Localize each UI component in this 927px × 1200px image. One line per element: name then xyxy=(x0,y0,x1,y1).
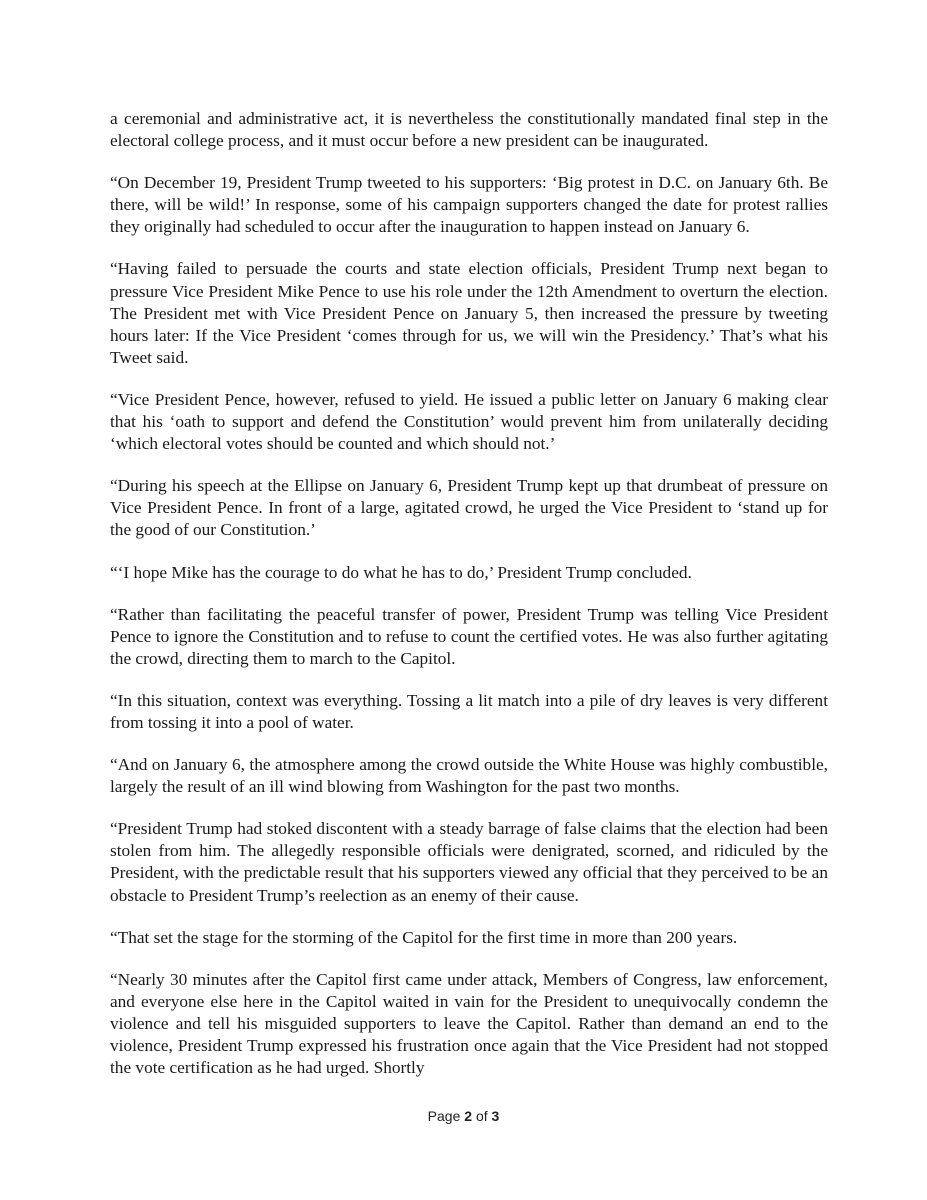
paragraph-1: a ceremonial and administrative act, it is nevertheless the constitutionally mandated final step in the electoral college process, and it must occur before a new president can be inaugurated. xyxy=(110,109,828,151)
paragraph-3: “Having failed to persuade the courts and state election officials, President Trump next began to pressure Vice President Mike Pence to use his role under the 12th Amendment to overturn the election. The President met with Vice President Pence on January 5, then increased the pressure by tweeting hours later: If the Vice President ‘comes through for us, we will win the Presidency.’ That’s what his Tweet said. xyxy=(110,259,828,367)
page-word: Page xyxy=(427,1108,461,1124)
paragraph-6: “‘I hope Mike has the courage to do what he has to do,’ President Trump concluded. xyxy=(110,562,692,582)
paragraph-5: “During his speech at the Ellipse on January 6, President Trump kept up that drumbeat of pressure on Vice President Pence. In front of a large, agitated crowd, he urged the Vice President to ‘stand up for the good of our Constitution.’ xyxy=(110,476,828,540)
paragraph-7: “Rather than facilitating the peaceful transfer of power, President Trump was telling Vice President Pence to ignore the Constitution and to refuse to count the certified votes. He was also further agitating the crowd, directing them to march to the Capitol. xyxy=(110,604,828,668)
page-footer xyxy=(0,1108,927,1124)
of-word: of xyxy=(475,1108,488,1124)
paragraph-2: “On December 19, President Trump tweeted to his supporters: ‘Big protest in D.C. on January 6th. Be there, will be wild!’ In response, some of his campaign supporters changed the date for protest rallies they originally had scheduled to occur after the inauguration to happen instead on January 6. xyxy=(110,173,828,237)
paragraph-10: “President Trump had stoked discontent with a steady barrage of false claims that the election had been stolen from him. The allegedly responsible officials were denigrated, scorned, and ridiculed by the President, with the predictable result that his supporters viewed any official that they perceived to be an obstacle to President Trump’s reelection as an enemy of their cause. xyxy=(110,819,828,905)
paragraph-12: “Nearly 30 minutes after the Capitol first came under attack, Members of Congress, law enforcement, and everyone else here in the Capitol waited in vain for the President to unequivocally condemn the violence and tell his misguided supporters to leave the Capitol. Rather than demand an end to the violence, President Trump expressed his frustration once again that the Vice President had not stopped the vote certification as he had urged. Shortly xyxy=(110,969,828,1078)
current-page-number: 2 xyxy=(464,1108,473,1124)
paragraph-11: “That set the stage for the storming of the Capitol for the first time in more than 200 years. xyxy=(110,927,738,947)
paragraph-4: “Vice President Pence, however, refused to yield. He issued a public letter on January 6 making clear that his ‘oath to support and defend the Constitution’ would prevent him from unilaterally deciding ‘which electoral votes should be counted and which should not.’ xyxy=(110,389,828,454)
paragraph-9: “And on January 6, the atmosphere among the crowd outside the White House was highly combustible, largely the result of an ill wind blowing from Washington for the past two months. xyxy=(110,755,828,797)
total-pages-number: 3 xyxy=(491,1108,500,1124)
document-body xyxy=(110,108,828,1099)
paragraph-8: “In this situation, context was everything. Tossing a lit match into a pile of dry leaves is very different from tossing it into a pool of water. xyxy=(110,690,828,732)
